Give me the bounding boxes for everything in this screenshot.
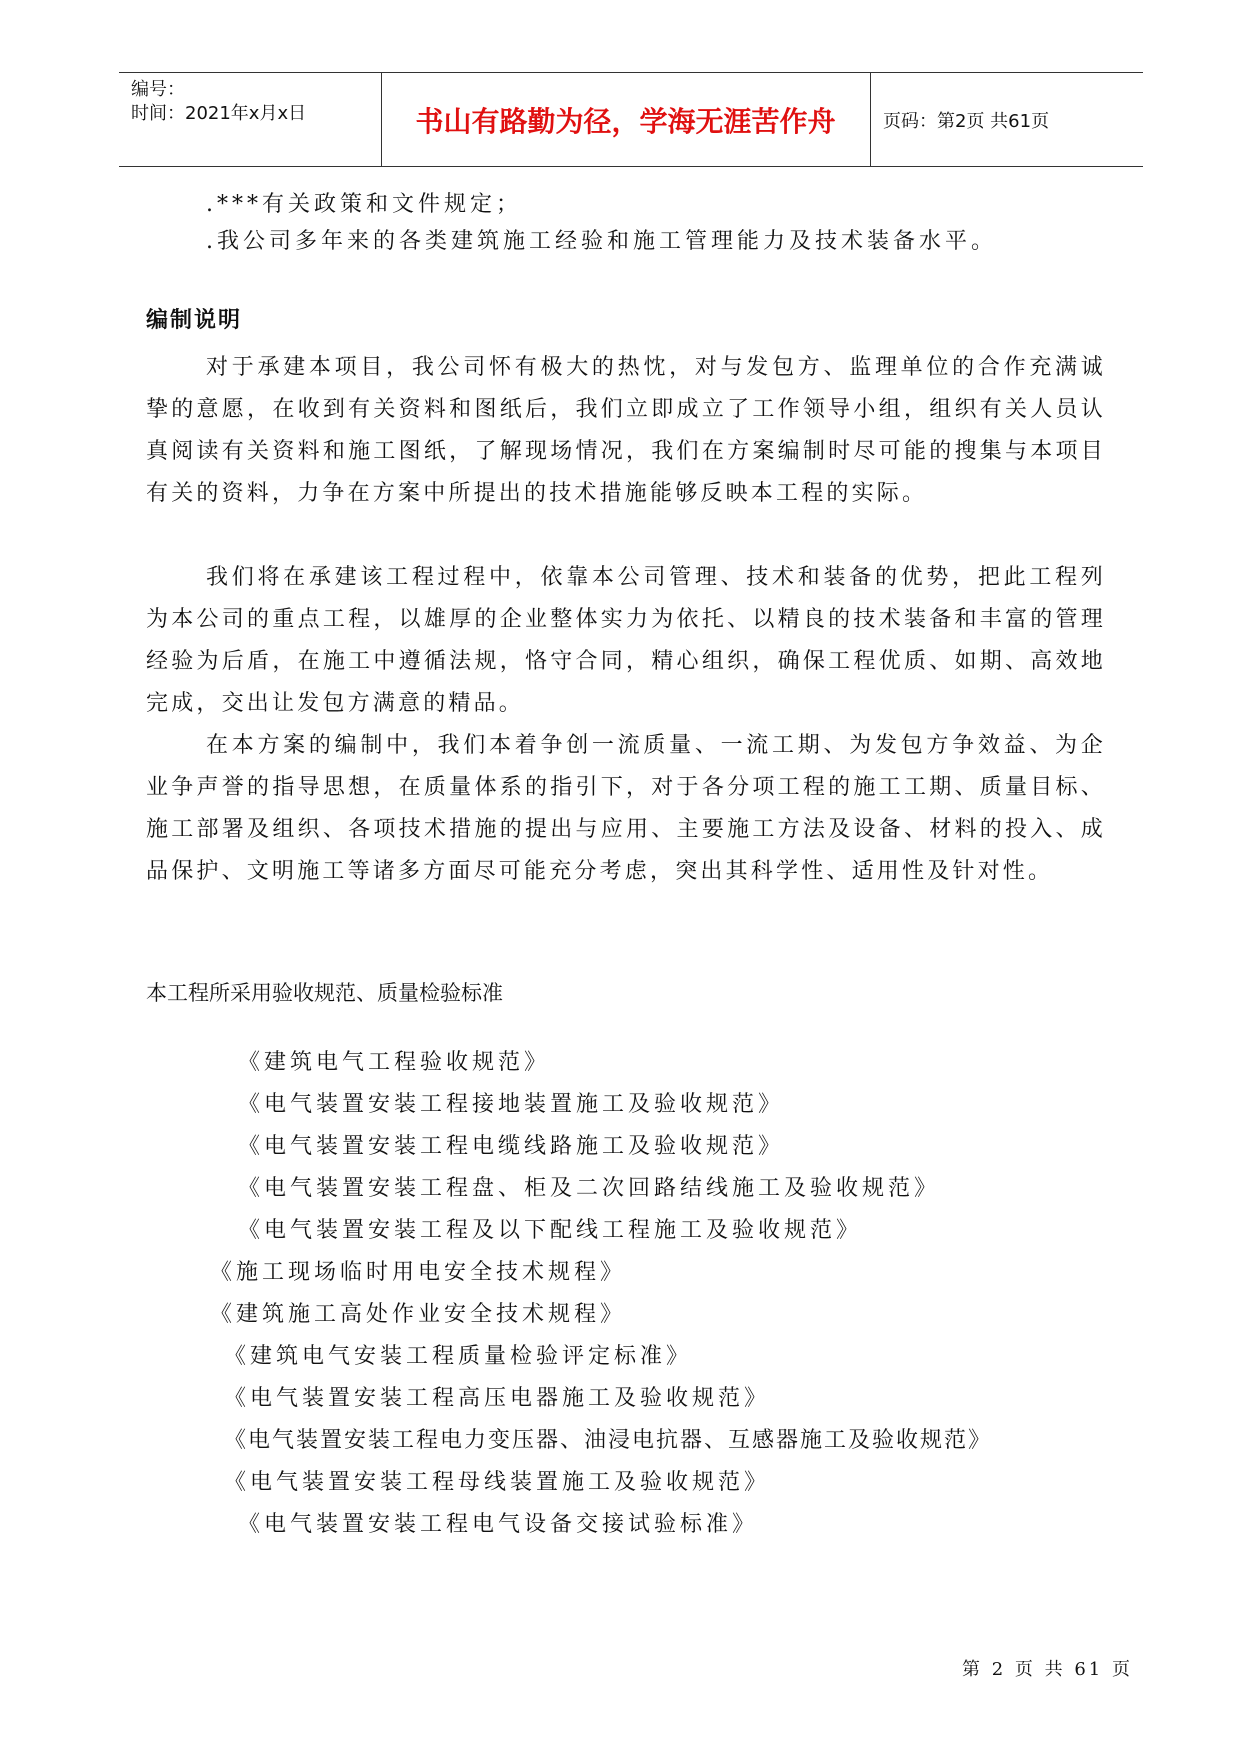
intro-line: .***有关政策和文件规定； [206,192,522,217]
standard-item: 《建筑电气工程验收规范》 [238,1050,551,1075]
standard-item: 《电气装置安装工程电缆线路施工及验收规范》 [238,1134,785,1159]
page-header [119,72,1143,167]
standard-item: 《建筑施工高处作业安全技术规程》 [210,1302,627,1327]
standard-item: 《电气装置安装工程及以下配线工程施工及验收规范》 [238,1218,863,1243]
standard-item: 《电气装置安装工程接地装置施工及验收规范》 [238,1092,785,1117]
paragraph: 我们将在承建该工程过程中，依靠本公司管理、技术和装备的优势，把此工程列为本公司的重点工程，以雄厚的企业整体实力为依托、以精良的技术装备和丰富的管理经验为后盾，在施工中遵循法规，恪守合同，精心组织，确保工程优质、如期、高效地完成，交出让发包方满意的精品。 [146,565,1106,716]
standard-item: 《建筑电气安装工程质量检验评定标准》 [224,1344,693,1369]
number-label: 编号： [131,79,185,100]
standard-item: 《施工现场临时用电安全技术规程》 [210,1260,627,1285]
paragraph: 对于承建本项目，我公司怀有极大的热忱，对与发包方、监理单位的合作充满诚挚的意愿，在收到有关资料和图纸后，我们立即成立了工作领导小组，组织有关人员认真阅读有关资料和施工图纸，了解现场情况，我们在方案编制时尽可能的搜集与本项目有关的资料，力争在方案中所提出的技术措施能够反映本工程的实际。 [146,355,1106,506]
paragraph: 在本方案的编制中，我们本着争创一流质量、一流工期、为发包方争效益、为企业争声誉的指导思想，在质量体系的指引下，对于各分项工程的施工工期、质量目标、施工部署及组织、各项技术措施的提出与应用、主要施工方法及设备、材料的投入、成品保护、文明施工等诸多方面尽可能充分考虑，突出其科学性、适用性及针对性。 [146,733,1106,884]
header-divider [870,73,871,166]
standard-item: 《电气装置安装工程电气设备交接试验标准》 [238,1512,759,1537]
standard-item: 《电气装置安装工程电力变压器、油浸电抗器、互感器施工及验收规范》 [224,1428,993,1453]
header-meta [131,73,381,166]
intro-line: .我公司多年来的各类建筑施工经验和施工管理能力及技术装备水平。 [206,229,997,254]
standard-item: 《电气装置安装工程母线装置施工及验收规范》 [224,1470,771,1495]
page-footer: 第 2 页 共 61 页 [962,1659,1133,1680]
header-motto: 书山有路勤为径，学海无涯苦作舟 [415,104,836,138]
standard-item: 《电气装置安装工程高压电器施工及验收规范》 [224,1386,771,1411]
standards-title: 本工程所采用验收规范、质量检验标准 [146,981,503,1005]
standard-item: 《电气装置安装工程盘、柜及二次回路结线施工及验收规范》 [238,1176,941,1201]
section-title: 编制说明 [146,308,243,333]
date-line: 时间：2021年x月x日 [131,103,307,124]
header-page-info: 页码：第2页 共61页 [883,110,1050,132]
